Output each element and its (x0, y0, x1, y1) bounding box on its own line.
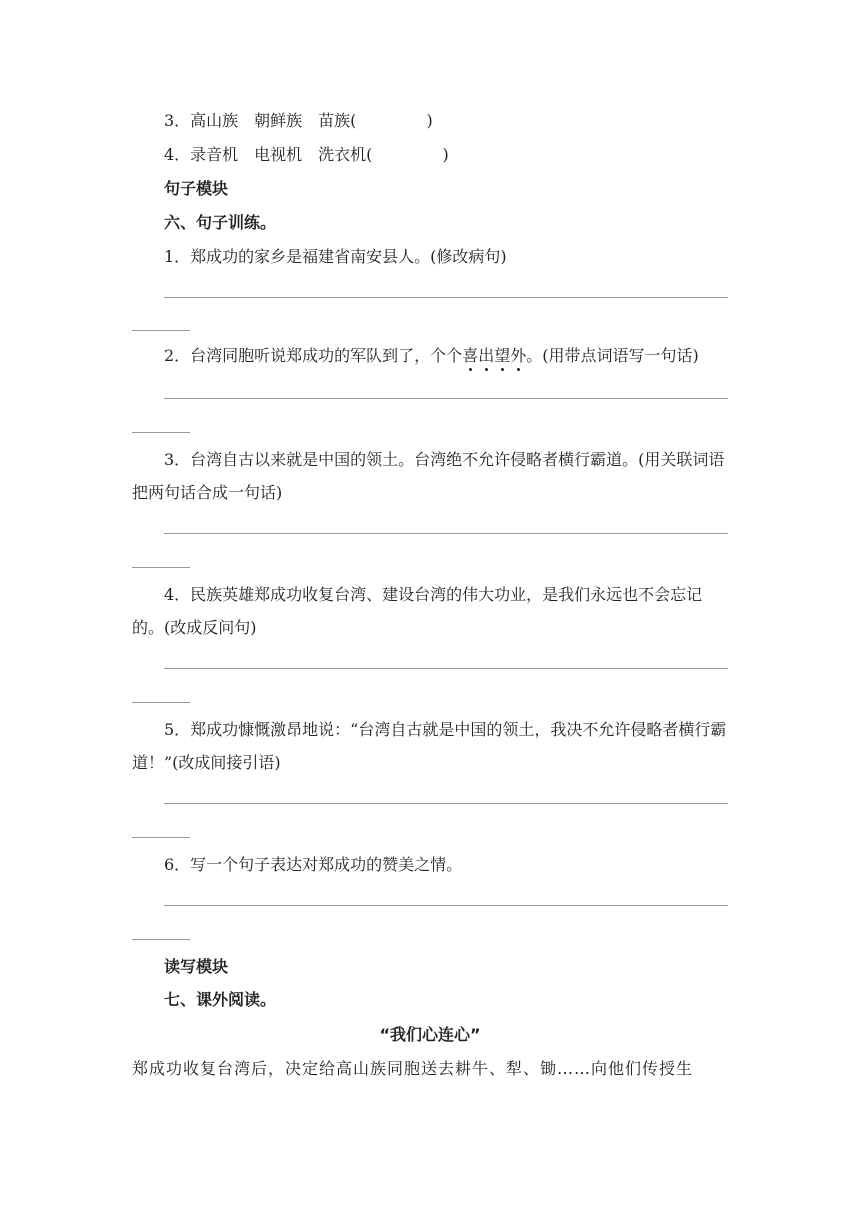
answer-line-tail[interactable] (132, 432, 190, 433)
answer-line[interactable] (164, 297, 728, 298)
question-5: 5．郑成功慷慨激昂地说：“台湾自古就是中国的领土，我决不允许侵略者横行霸道！”(改成间接引语) (132, 720, 727, 772)
dotted-char: 望 (494, 346, 511, 365)
answer-line[interactable] (164, 803, 728, 804)
section-sentence-module: 句子模块 (164, 179, 229, 198)
dotted-char: 外 (510, 346, 527, 365)
dotted-char: 喜 (462, 346, 479, 365)
answer-line-tail[interactable] (132, 702, 190, 703)
answer-line-tail[interactable] (132, 567, 190, 568)
answer-line[interactable] (164, 905, 728, 906)
answer-line-tail[interactable] (132, 837, 190, 838)
reading-title: “我们心连心” (379, 1025, 481, 1044)
item-3: 3．高山族 朝鲜族 苗族( ) (164, 111, 433, 130)
reading-first-line: 郑成功收复台湾后，决定给高山族同胞送去耕牛、犁、锄……向他们传授生 (132, 1059, 694, 1078)
answer-line[interactable] (164, 668, 728, 669)
answer-line[interactable] (164, 533, 728, 534)
question-3: 3．台湾自古以来就是中国的领土。台湾绝不允许侵略者横行霸道。(用关联词语把两句话合成一句话) (132, 450, 725, 502)
item-3-text: 3．高山族 朝鲜族 苗族( (164, 111, 357, 130)
question-6: 6．写一个句子表达对郑成功的赞美之情。 (164, 855, 463, 874)
dotted-char: 出 (478, 346, 495, 365)
section-seven-title: 七、课外阅读。 (164, 990, 277, 1009)
section-six-title: 六、句子训练。 (164, 213, 277, 232)
question-1: 1．郑成功的家乡是福建省南安县人。(修改病句) (164, 247, 507, 266)
item-4: 4．录音机 电视机 洗衣机( ) (164, 145, 449, 164)
answer-line-tail[interactable] (132, 330, 190, 331)
item-4-text: 4．录音机 电视机 洗衣机( (164, 145, 373, 164)
question-4: 4．民族英雄郑成功收复台湾、建设台湾的伟大功业，是我们永远也不会忘记的。(改成反问句) (132, 585, 703, 637)
section-reading-module: 读写模块 (164, 957, 229, 976)
answer-line-tail[interactable] (132, 939, 190, 940)
answer-line[interactable] (164, 398, 728, 399)
question-2: 2．台湾同胞听说郑成功的军队到了，个个喜出望外。(用带点词语写一句话) (164, 346, 699, 365)
